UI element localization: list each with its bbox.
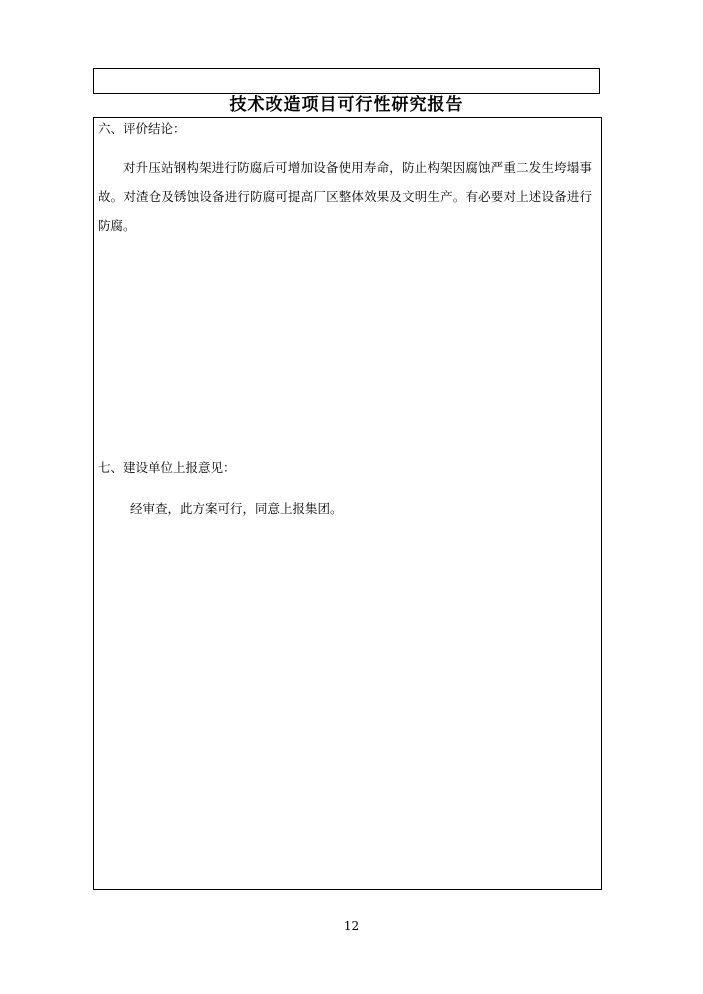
page-number: 12 <box>343 919 360 933</box>
section-body-evaluation-conclusion: 对升压站钢构架进行防腐后可增加设备使用寿命，防止构架因腐蚀严重二发生垮塌事故。对渣仓及锈蚀设备进行防腐可提高厂区整体效果及文明生产。有必要对上述设备进行防腐。 <box>98 160 592 233</box>
report-title: 技术改造项目可行性研究报告 <box>229 95 464 115</box>
content-box <box>93 117 602 890</box>
section-body-construction-unit-opinion: 经审查，此方案可行，同意上报集团。 <box>130 501 343 516</box>
header-box <box>93 68 600 94</box>
section-heading-evaluation-conclusion: 六、评价结论： <box>98 121 186 136</box>
section-heading-construction-unit-opinion: 七、建设单位上报意见： <box>98 460 236 475</box>
